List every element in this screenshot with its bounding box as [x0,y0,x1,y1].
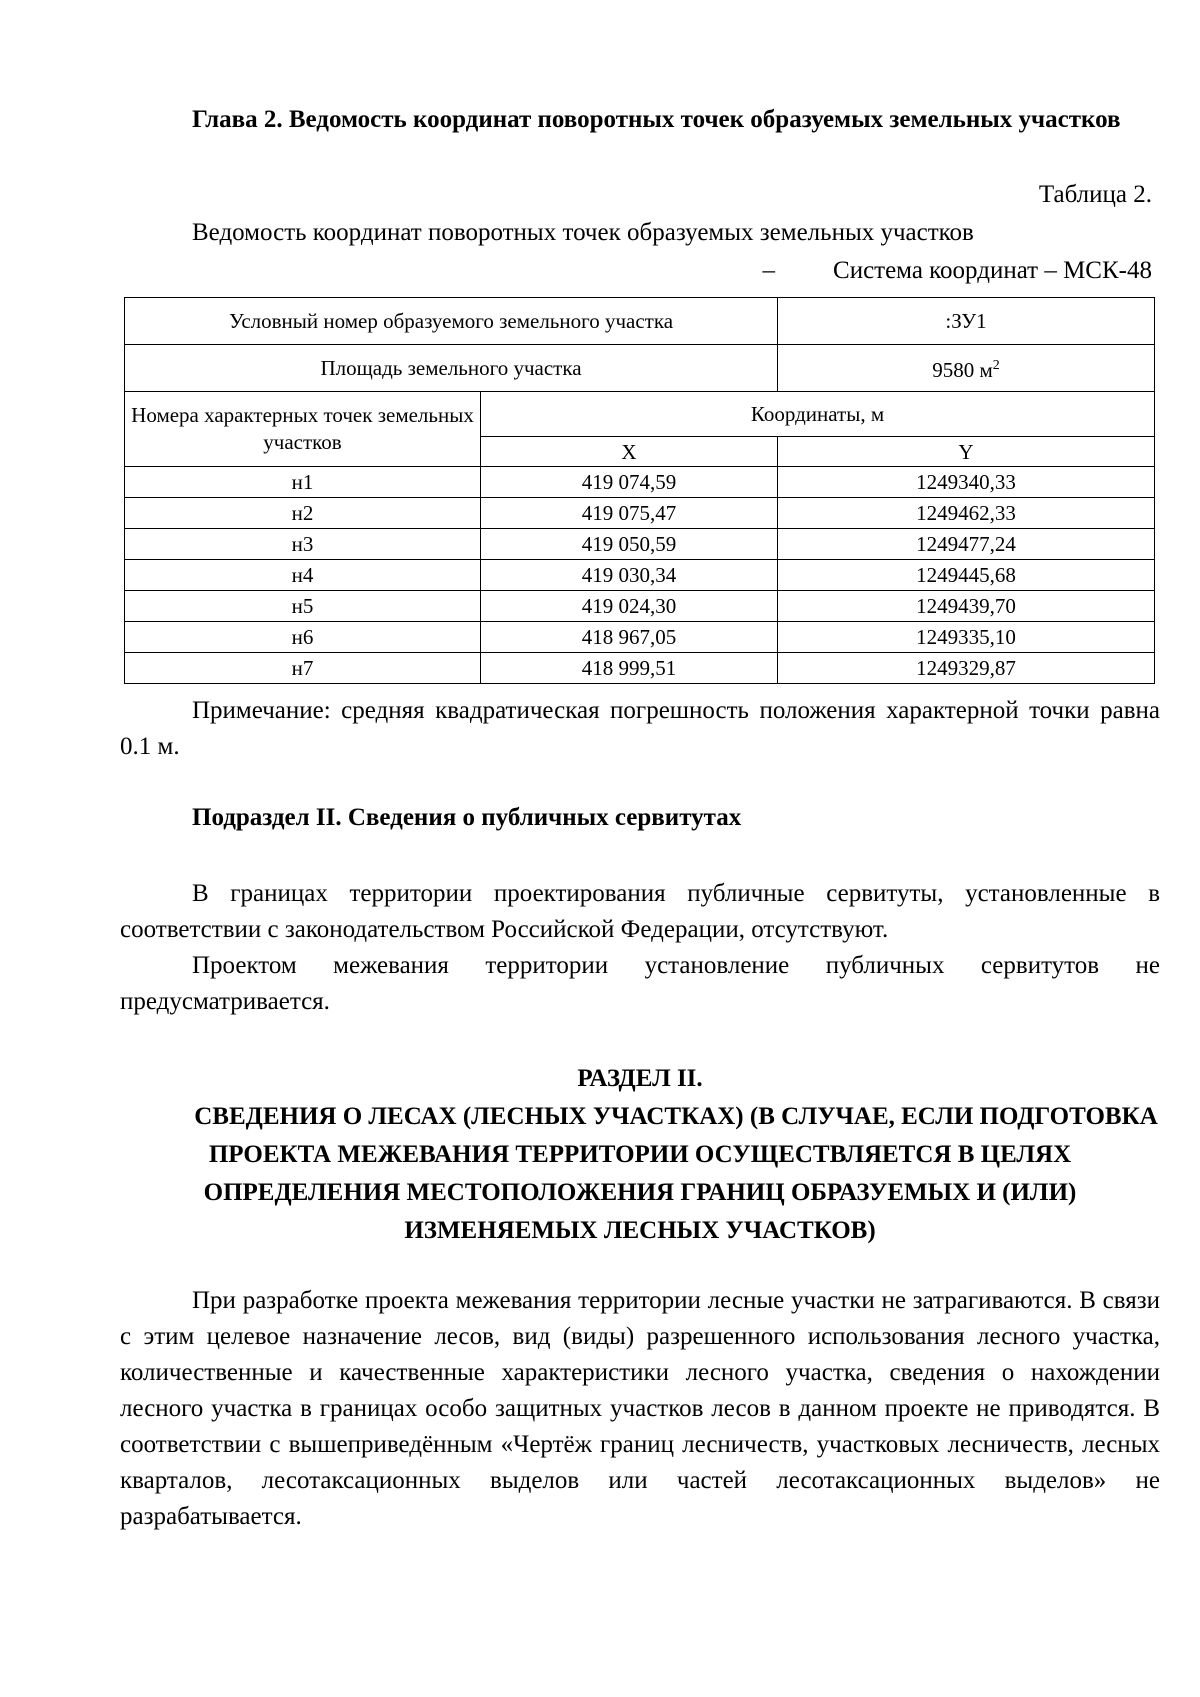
x-cell: 419 050,59 [481,529,778,560]
table-row [125,529,1155,560]
coordinates-header-row [125,392,1155,437]
parcel-number-value: :ЗУ1 [778,298,1155,345]
y-cell: 1249477,24 [778,529,1155,560]
section-heading [120,1060,1160,1250]
section-description: СВЕДЕНИЯ О ЛЕСАХ (ЛЕСНЫХ УЧАСТКАХ) (В СЛУЧАЕ, ЕСЛИ ПОДГОТОВКА ПРОЕКТА МЕЖЕВАНИЯ ТЕРРИТОРИИ ОСУЩЕСТВЛЯЕТСЯ В ЦЕЛЯХ ОПРЕДЕЛЕНИЯ МЕСТОПОЛОЖЕНИЯ ГРАНИЦ ОБРАЗУЕМЫХ И (ИЛИ) ИЗМЕНЯЕМЫХ ЛЕСНЫХ УЧАСТКОВ) [194,1103,1158,1244]
point-cell: н5 [125,591,481,622]
coordinates-header: Координаты, м [481,392,1155,437]
area-value: 9580 м [932,358,993,382]
y-cell: 1249340,33 [778,467,1155,498]
area-value-cell [778,345,1155,392]
point-cell: н6 [125,622,481,653]
table-row [125,498,1155,529]
area-label: Площадь земельного участка [125,345,778,392]
table-row [125,467,1155,498]
x-header: X [481,437,778,467]
subsection-heading: Подраздел II. Сведения о публичных сервитутах [192,804,742,831]
table-note: Примечание: средняя квадратическая погрешность положения характерной точки равна 0.1 м. [120,697,1160,760]
x-cell: 419 024,30 [481,591,778,622]
x-cell: 418 967,05 [481,622,778,653]
chapter-heading: Глава 2. Ведомость координат поворотных точек образуемых земельных участков [192,106,1121,133]
table-title: Ведомость координат поворотных точек образуемых земельных участков [192,219,974,246]
table-row [125,653,1155,684]
point-cell: н2 [125,498,481,529]
point-cell: н7 [125,653,481,684]
parcel-number-row [125,298,1155,345]
coordinate-system [763,256,1152,286]
y-cell: 1249462,33 [778,498,1155,529]
table-row [125,591,1155,622]
y-cell: 1249439,70 [778,591,1155,622]
section-title: РАЗДЕЛ II. [577,1065,703,1092]
x-cell: 418 999,51 [481,653,778,684]
area-row [125,345,1155,392]
y-cell: 1249335,10 [778,622,1155,653]
point-cell: н1 [125,467,481,498]
points-header: Номера характерных точек земельных участков [125,392,481,467]
coordinate-system-text: Система координат – МСК-48 [833,257,1152,284]
forest-paragraph: При разработке проекта межевания территории лесные участки не затрагиваются. В связи с этим целевое назначение лесов, вид (виды) разрешенного использования лесного участка, количественные и качественные характеристики лесного участка, сведения о нахождении лесного участка в границах особо защитных участков лесов в данном проекте не приводятся. В соответствии с вышеприведённым «Чертёж границ лесничеств, участковых лесничеств, лесных кварталов, лесотаксационных выделов или частей лесотаксационных выделов» не разрабатывается. [120,1287,1160,1530]
table-row [125,622,1155,653]
area-unit-superscript: 2 [992,358,1000,373]
y-cell: 1249329,87 [778,653,1155,684]
x-cell: 419 075,47 [481,498,778,529]
table-row [125,560,1155,591]
y-header: Y [778,437,1155,467]
parcel-number-label: Условный номер образуемого земельного участка [125,298,778,345]
coordinate-system-dash: – [762,257,776,284]
servitude-paragraph: В границах территории проектирования публичные сервитуты, установленные в соответствии с законодательством Российской Федерации, отсутствуют. [120,880,1160,943]
point-cell: н4 [125,560,481,591]
table-label: Таблица 2. [1038,181,1152,208]
x-cell: 419 074,59 [481,467,778,498]
servitude-paragraph: Проектом межевания территории установление публичных сервитутов не предусматривается. [120,952,1160,1015]
x-cell: 419 030,34 [481,560,778,591]
coordinates-table [124,297,1155,684]
y-cell: 1249445,68 [778,560,1155,591]
point-cell: н3 [125,529,481,560]
